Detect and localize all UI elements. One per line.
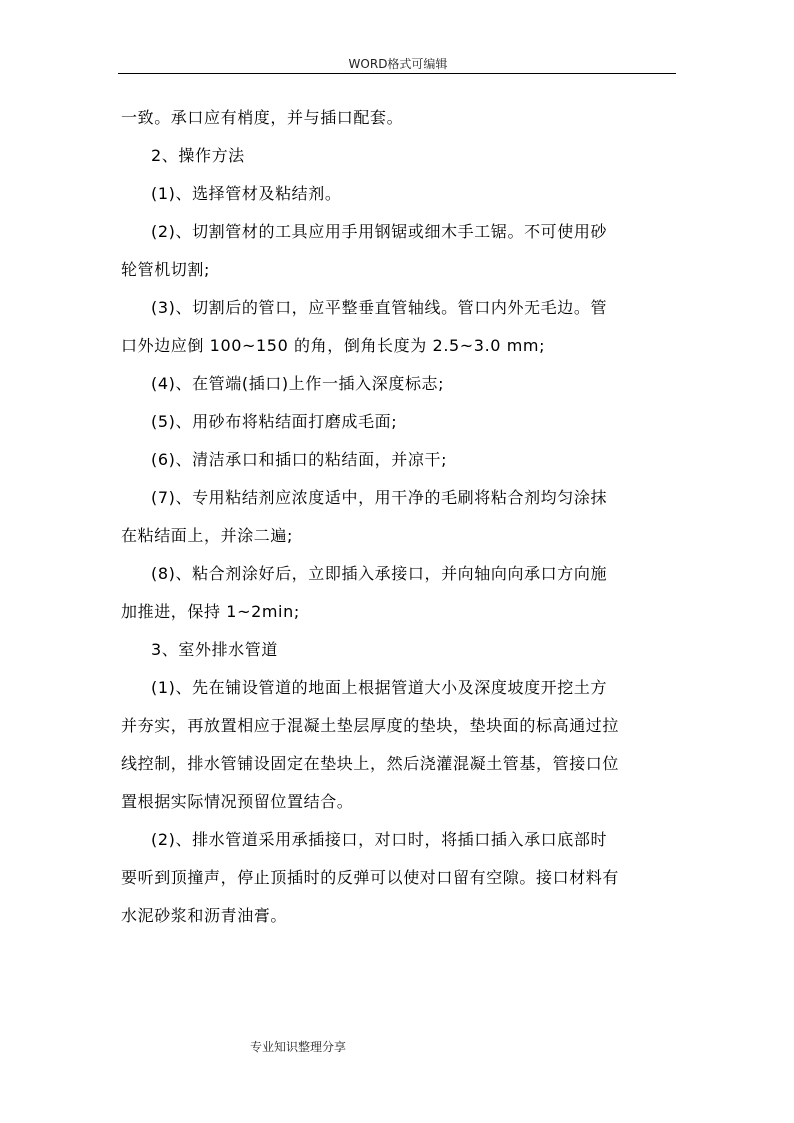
body-line: 并夯实，再放置相应于混凝土垫层厚度的垫块，垫块面的标高通过拉 — [121, 716, 620, 735]
body-line: 口外边应倒 100~150 的角，倒角长度为 2.5~3.0 mm; — [121, 336, 546, 355]
body-line: (1)、先在铺设管道的地面上根据管道大小及深度坡度开挖土方 — [151, 678, 608, 697]
body-line: (2)、排水管道采用承插接口，对口时，将插口插入承口底部时 — [151, 830, 608, 849]
body-line: 要听到顶撞声，停止顶插时的反弹可以使对口留有空隙。接口材料有 — [121, 868, 620, 887]
page-footer-text: 专业知识整理分享 — [250, 1040, 347, 1054]
body-line: 置根据实际情况预留位置结合。 — [121, 792, 354, 811]
body-line: 一致。承口应有梢度，并与插口配套。 — [121, 108, 404, 127]
body-line: (5)、用砂布将粘结面打磨成毛面; — [151, 412, 398, 431]
body-line: (3)、切割后的管口，应平整垂直管轴线。管口内外无毛边。管 — [151, 298, 608, 317]
body-line: (1)、选择管材及粘结剂。 — [151, 184, 342, 203]
body-line: 线控制，排水管铺设固定在垫块上，然后浇灌混凝土管基，管接口位 — [121, 754, 620, 773]
body-line: 在粘结面上，并涂二遍; — [121, 526, 293, 545]
body-line: (2)、切割管材的工具应用手用钢锯或细木手工锯。不可使用砂 — [151, 222, 608, 241]
body-line: 水泥砂浆和沥青油膏。 — [121, 906, 288, 925]
section-heading: 2、操作方法 — [151, 146, 245, 165]
body-line: (7)、专用粘结剂应浓度适中，用干净的毛刷将粘合剂均匀涂抹 — [151, 488, 608, 507]
header-divider — [118, 73, 676, 74]
body-line: 加推进，保持 1~2min; — [121, 602, 300, 621]
body-line: 轮管机切割; — [121, 260, 210, 279]
page-header-title: WORD格式可编辑 — [348, 57, 448, 71]
document-body — [121, 99, 677, 935]
body-line: (4)、在管端(插口)上作一插入深度标志; — [151, 374, 445, 393]
body-line: (8)、粘合剂涂好后，立即插入承接口，并向轴向向承口方向施 — [151, 564, 608, 583]
body-line: (6)、清洁承口和插口的粘结面，并凉干; — [151, 450, 448, 469]
section-heading: 3、室外排水管道 — [151, 640, 278, 659]
